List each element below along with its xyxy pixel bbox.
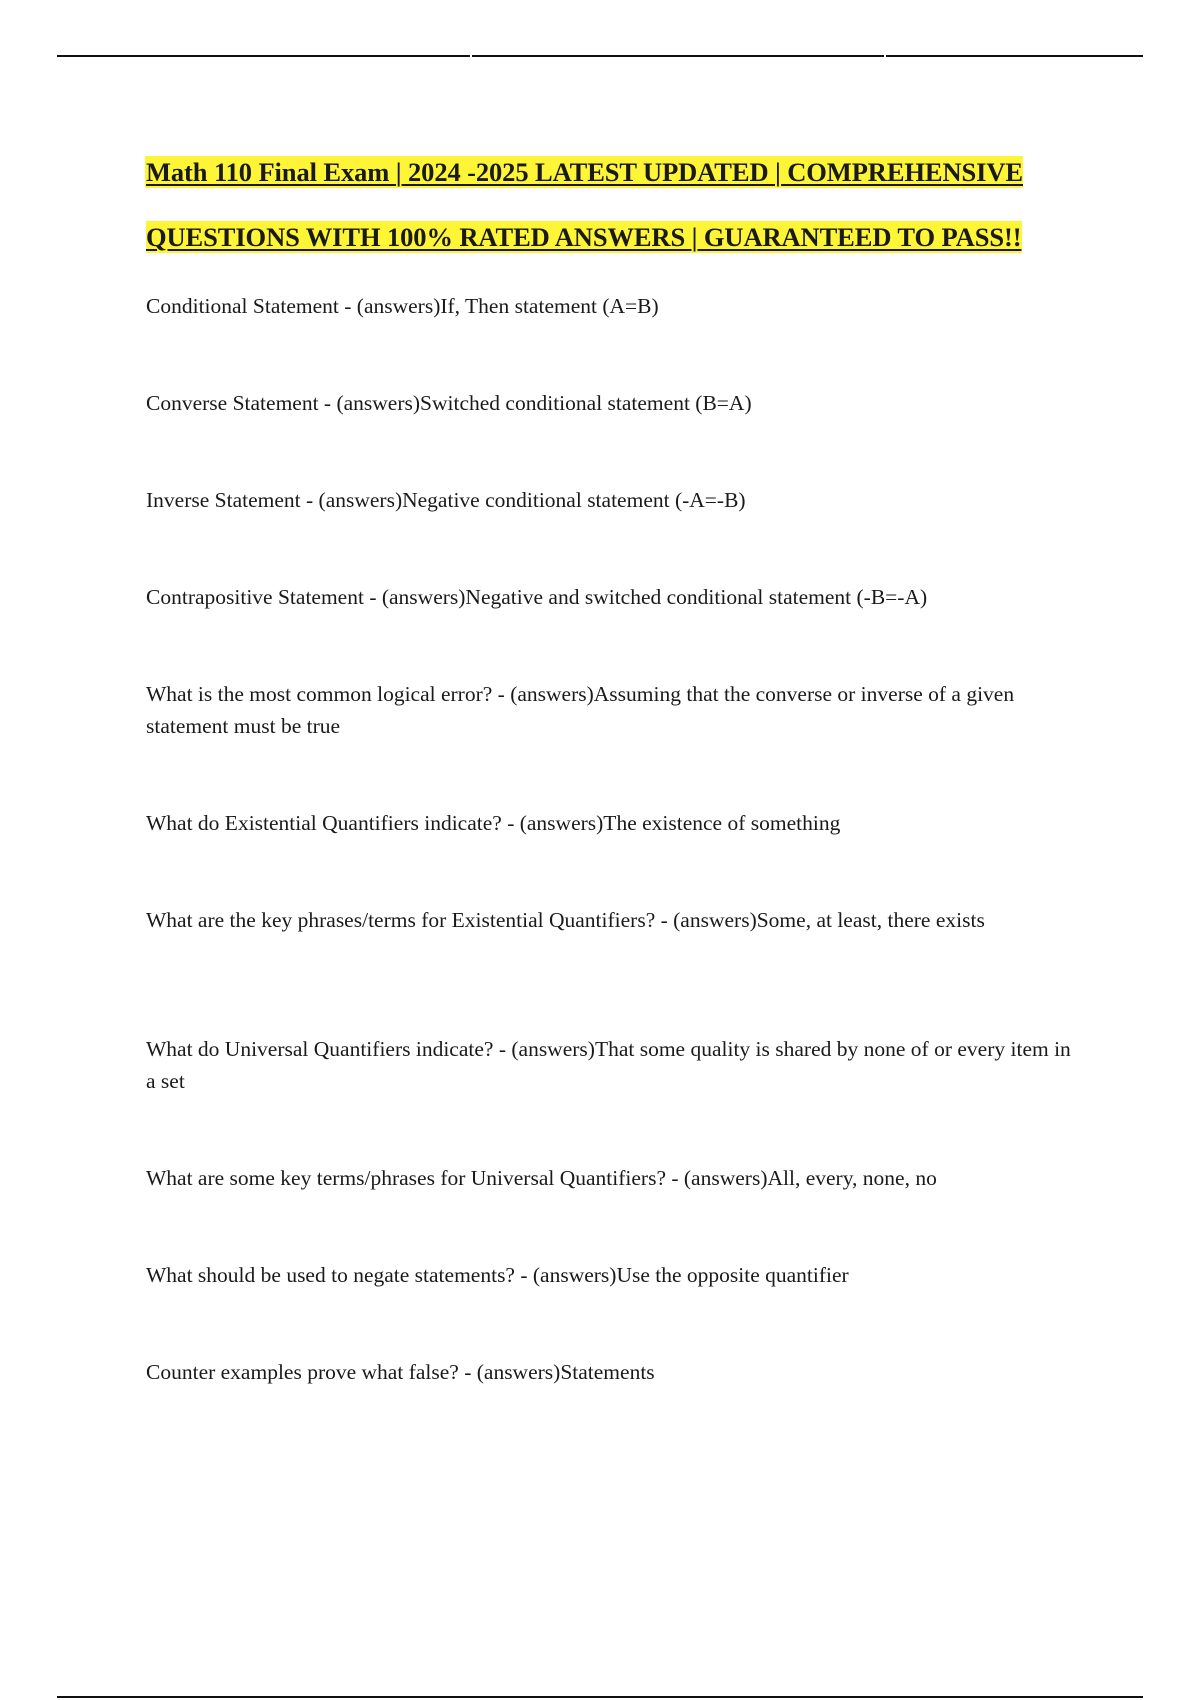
title-highlight: Math 110 Final Exam | 2024 -2025 LATEST UPDATED | COMPREHENSIVE QUESTIONS WITH 100% RATED ANSWERS | GUARANTEED TO PASS!! bbox=[146, 157, 1024, 252]
qa-item: Inverse Statement - (answers)Negative conditional statement (-A=-B) bbox=[146, 488, 746, 512]
top-rule bbox=[57, 55, 1143, 57]
qa-item: What is the most common logical error? - (answers)Assuming that the converse or inverse of a given statement must be true bbox=[146, 682, 1015, 738]
qa-item: What are the key phrases/terms for Existential Quantifiers? - (answers)Some, at least, there exists bbox=[146, 908, 985, 932]
qa-item: Contrapositive Statement - (answers)Negative and switched conditional statement (-B=-A) bbox=[146, 585, 928, 609]
qa-item: What do Universal Quantifiers indicate? - (answers)That some quality is shared by none of or every item in a set bbox=[146, 1037, 1071, 1093]
document-title bbox=[146, 140, 1096, 270]
rule-gap bbox=[470, 55, 472, 57]
rule-gap bbox=[884, 55, 886, 57]
qa-item: What should be used to negate statements? - (answers)Use the opposite quantifier bbox=[146, 1263, 849, 1287]
qa-item: What are some key terms/phrases for Universal Quantifiers? - (answers)All, every, none, no bbox=[146, 1166, 937, 1190]
qa-item: Counter examples prove what false? - (answers)Statements bbox=[146, 1360, 655, 1384]
qa-item: Converse Statement - (answers)Switched conditional statement (B=A) bbox=[146, 391, 752, 415]
bottom-rule bbox=[57, 1696, 1143, 1698]
qa-item: What do Existential Quantifiers indicate? - (answers)The existence of something bbox=[146, 811, 841, 835]
qa-item: Conditional Statement - (answers)If, Then statement (A=B) bbox=[146, 294, 659, 318]
